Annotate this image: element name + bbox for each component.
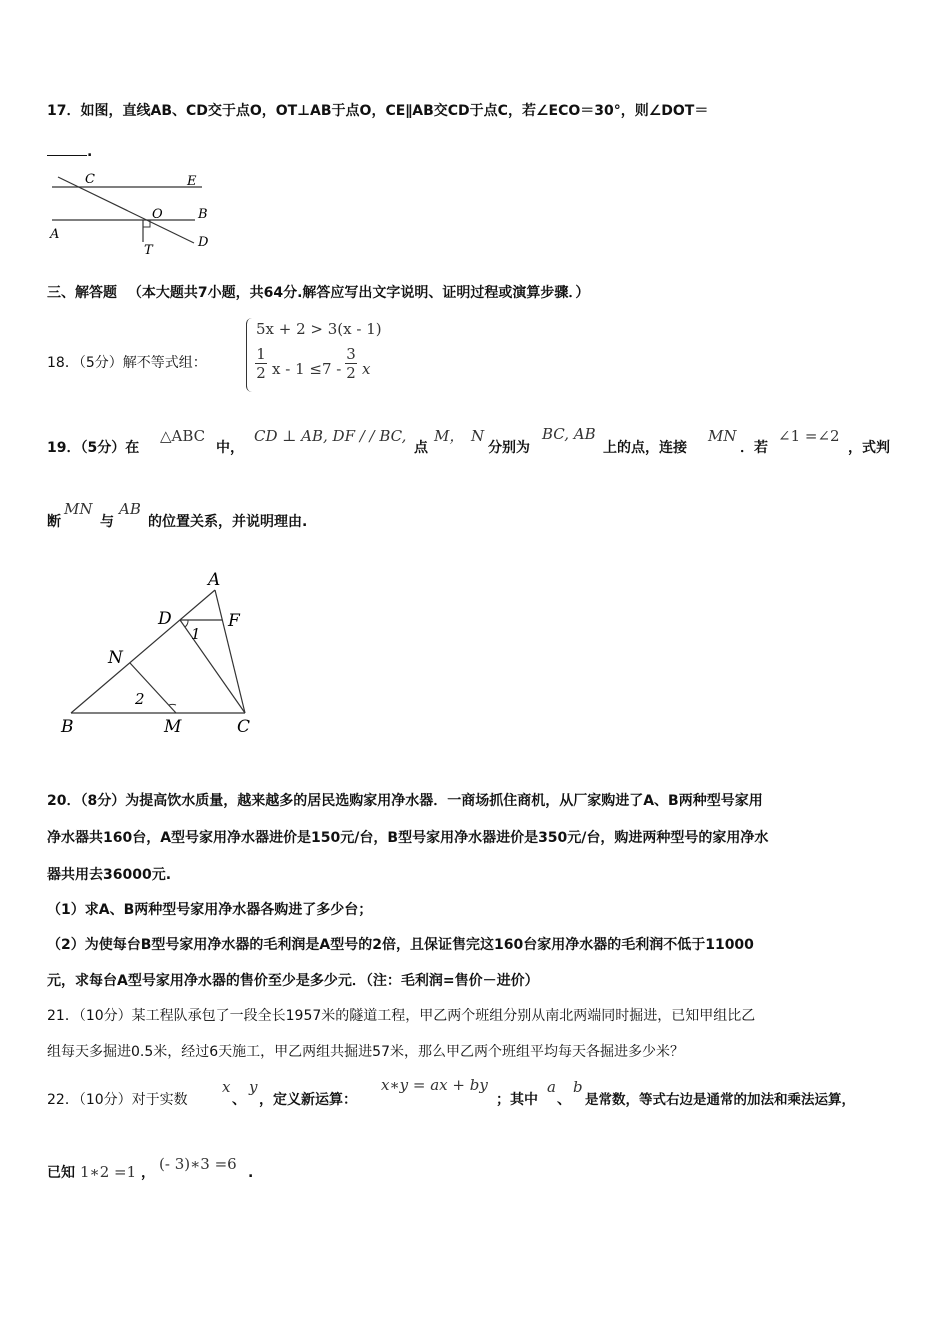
section3-header — [47, 283, 589, 303]
q19-math-m: M， — [434, 427, 465, 445]
q20-line-2: 净水器共160台，A型号家用净水器进价是150元/台，B型号家用净水器进价是350元/台，购进两种型号的家用净水 — [47, 830, 769, 846]
q19-text-4: 分别为 — [488, 440, 530, 456]
section3-title: 三、解答题 — [47, 285, 117, 301]
q22-text-4: ；其中 — [496, 1092, 538, 1108]
label-t: T — [144, 243, 153, 258]
q20-line-5: （2）为使每台B型号家用净水器的毛利润是A型号的2倍，且保证售完这160台家用净水器的毛利润不低于11000 — [47, 937, 754, 953]
section3-note: （本大题共7小题，共64分.解答应写出文字说明、证明过程或演算步骤．） — [127, 285, 590, 301]
q18-inequality-2-end: x — [362, 360, 371, 378]
q19-math-mn-2: MN — [64, 500, 93, 518]
label-angle-2: 2 — [135, 690, 145, 708]
q18-inequality-2-mid: x - 1 ≤7 - — [272, 360, 342, 378]
label-d: D — [198, 235, 209, 250]
q19-text-1: 19．（5分）在 — [47, 440, 140, 456]
label-o: O — [152, 207, 163, 222]
segment-cd — [180, 620, 245, 713]
q21-line-2: 组每天多掘进0.5米，经过6天施工，甲乙两组共掘进57米，那么甲乙两个班组平均每天各掘进多少米？ — [47, 1044, 684, 1060]
q20-line-4: （1）求A、B两种型号家用净水器各购进了多少台； — [47, 902, 373, 918]
q19-text-7: ，式判 — [848, 440, 890, 456]
q19-text-6: ．若 — [740, 440, 768, 456]
q18-inequality-1: 5x + 2 > 3(x - 1) — [256, 320, 382, 338]
q19-math-mn: MN — [708, 427, 737, 445]
q17-figure — [40, 168, 260, 258]
q19-math-n: N — [471, 427, 485, 445]
label-a: A — [50, 227, 60, 242]
q20-line-3: 器共用去36000元. — [47, 867, 172, 883]
label-c: C — [237, 717, 251, 737]
q22-text-1: 22．（10分）对于实数 — [47, 1092, 188, 1108]
q19-math-bc-ab: BC, AB — [542, 425, 596, 443]
label-f: F — [228, 611, 240, 631]
q22-math-y: y — [249, 1078, 258, 1096]
frac2-numerator: 3 — [346, 345, 356, 363]
q22-math-b: b — [573, 1078, 583, 1096]
label-angle-1: 1 — [191, 625, 201, 643]
q19-text-8: 断 — [47, 514, 61, 530]
angle-1-arc — [185, 620, 188, 627]
label-d: D — [158, 609, 172, 629]
q19-math-angles: ∠1 =∠2 — [778, 427, 840, 445]
frac1-numerator: 1 — [256, 345, 266, 363]
q17-answer-line — [47, 141, 92, 162]
side-ac — [215, 590, 245, 713]
system-brace — [246, 318, 253, 392]
q22-text-7: 已知 — [47, 1165, 75, 1181]
q19-math-triangle: △ABC — [160, 427, 206, 445]
q22-math-definition: x∗y = ax + by — [381, 1076, 488, 1094]
q19-math-conditions: CD ⊥ AB, DF / / BC, — [254, 427, 407, 445]
label-e: E — [187, 174, 197, 189]
frac1-denominator: 2 — [256, 364, 266, 382]
q22-math-a: a — [547, 1078, 556, 1096]
q22-text-6: 是常数，等式右边是通常的加法和乘法运算， — [585, 1092, 855, 1108]
label-m: M — [164, 717, 182, 737]
label-b: B — [61, 717, 74, 737]
label-b: B — [198, 207, 208, 222]
q22-text-3: ，定义新运算： — [259, 1092, 357, 1108]
q22-text-5: 、 — [557, 1092, 571, 1108]
label-a: A — [208, 570, 221, 590]
q21-line-1: 21．（10分）某工程队承包了一段全长1957米的隧道工程，甲乙两个班组分别从南北两端同时掘进，已知甲组比乙 — [47, 1008, 756, 1024]
q18-label: 18．（5分）解不等式组： — [47, 355, 207, 371]
q22-math-given-2: (- 3)∗3 =6 — [159, 1155, 237, 1173]
q20-line-1: 20．（8分）为提高饮水质量，越来越多的居民选购家用净水器．一商场抓住商机，从厂家购进了A、B两种型号家用 — [47, 793, 763, 809]
q19-text-2: 中， — [216, 440, 244, 456]
q19-text-3: 点 — [414, 440, 428, 456]
q19-figure — [50, 568, 290, 738]
label-c: C — [85, 172, 95, 187]
frac2-denominator: 2 — [346, 364, 356, 382]
q17-text: 17．如图，直线AB、CD交于点O，OT⊥AB于点O，CE∥AB交CD于点C，若∠ECO＝30°，则∠DOT＝ — [47, 103, 709, 119]
q22-text-8: ， — [141, 1165, 155, 1181]
q22-math-given-1: 1∗2 =1 — [80, 1163, 137, 1181]
answer-blank — [47, 141, 87, 156]
q22-text-2: 、 — [232, 1092, 246, 1108]
angle-2-arc — [169, 704, 176, 705]
q18-fraction-2 — [345, 346, 357, 381]
q17-end: . — [87, 144, 93, 160]
q22-text-9: . — [248, 1165, 254, 1181]
q20-line-6: 元，求每台A型号家用净水器的售价至少是多少元．（注：毛利润=售价－进价） — [47, 973, 539, 989]
q19-math-ab: AB — [119, 500, 141, 518]
q19-text-10: 的位置关系，并说明理由. — [148, 514, 308, 530]
q18-fraction-1 — [255, 346, 267, 381]
label-n: N — [108, 648, 123, 668]
q22-math-x: x — [222, 1078, 231, 1096]
q19-text-5: 上的点，连接 — [603, 440, 687, 456]
q19-text-9: 与 — [100, 514, 114, 530]
